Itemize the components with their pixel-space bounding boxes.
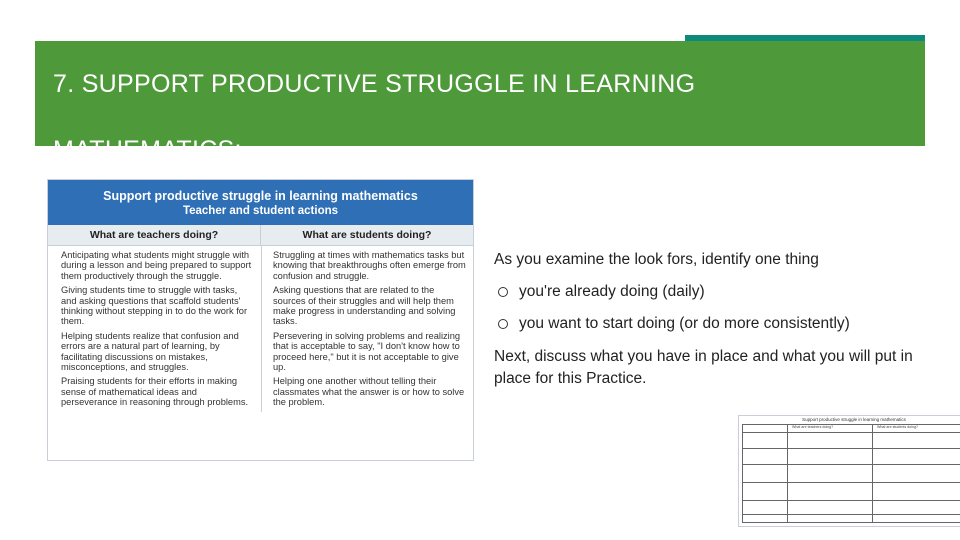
students-column	[261, 246, 473, 412]
slide-title-line-2: MATHEMATICS:	[53, 136, 242, 164]
teacher-action: Anticipating what students might struggle with during a lesson and being prepared to support them productively through the struggle.	[61, 250, 252, 281]
worksheet-thumbnail	[738, 415, 960, 527]
student-action: Helping one another without telling their classmates what the answer is or how to solve the problem.	[273, 376, 465, 408]
student-action: Struggling at times with mathematics tasks but knowing that breakthroughs often emerge from confusion and struggle.	[273, 250, 466, 281]
thumbnail-col1: What are teachers doing?	[792, 425, 834, 429]
title-band	[35, 35, 925, 164]
teacher-action: Giving students time to struggle with tasks, and asking questions that scaffold students' thinking without stepping in to do the work for them.	[61, 285, 248, 327]
column-header-teachers: What are teachers doing?	[89, 229, 219, 241]
thumbnail-grid	[742, 424, 960, 523]
table-title: Support productive struggle in learning mathematics	[103, 189, 418, 203]
bullet-circle-icon	[498, 287, 508, 297]
column-header-students: What are students doing?	[260, 225, 473, 245]
bullet-text: you want to start doing (or do more consistently)	[519, 315, 850, 332]
thumbnail-title: Support productive struggle in learning mathematics	[802, 417, 906, 422]
table-body	[48, 246, 473, 412]
teachers-column	[48, 246, 261, 412]
intro-text: As you examine the look fors, identify one thing	[494, 251, 819, 268]
bullet-item	[498, 315, 850, 333]
table-column-headers	[48, 225, 473, 246]
thumbnail-col2: What are students doing?	[877, 425, 918, 429]
look-fors-table	[47, 179, 474, 461]
table-subtitle: Teacher and student actions	[182, 205, 339, 217]
student-action: Persevering in solving problems and realizing that is acceptable to say, "I don't know how to proceed here," but it is not acceptable to give up.	[273, 330, 461, 373]
teacher-action: Helping students realize that confusion and errors are a natural part of learning, by facilitating discussions on mistakes, misconceptions, and struggles.	[61, 330, 239, 373]
bullet-item	[498, 283, 705, 301]
table-header	[48, 180, 473, 225]
bullet-text: you're already doing (daily)	[519, 283, 705, 300]
teacher-action: Praising students for their efforts in making sense of mathematical ideas and perseverance in reasoning through problems.	[61, 376, 249, 408]
student-action: Asking questions that are related to the sources of their struggles and will help them make progress in understanding and solving tasks.	[273, 285, 456, 327]
next-steps-text: Next, discuss what you have in place and what you will put in place for this Practice.	[494, 348, 913, 387]
bullet-circle-icon	[498, 319, 508, 329]
slide-title-line-1: 7. SUPPORT PRODUCTIVE STRUGGLE IN LEARNING	[53, 70, 696, 98]
